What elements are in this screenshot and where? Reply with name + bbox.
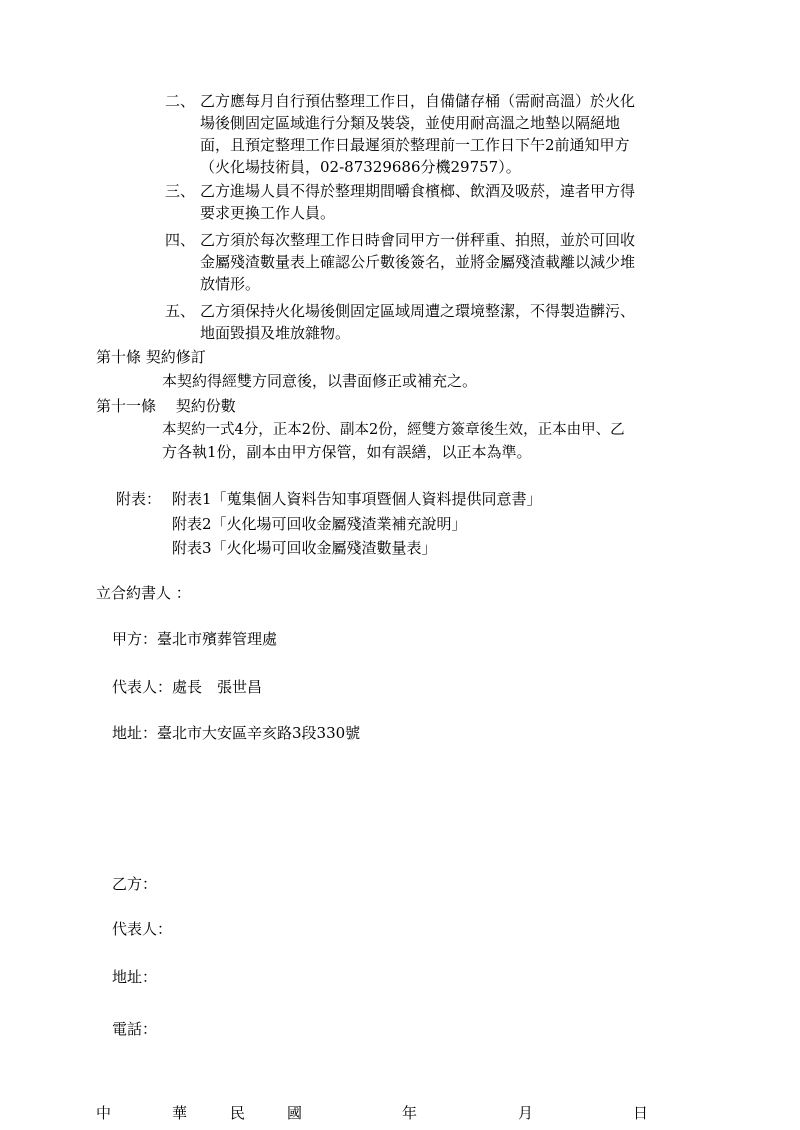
attachment-item-2: 附表2「火化場可回收金屬殘渣業補充說明」 [172, 515, 467, 533]
clause-5-line-2: 地面毀損及堆放雜物。 [200, 324, 351, 342]
date-line [0, 1102, 800, 1126]
date-year: 年 [402, 1104, 418, 1122]
date-char-3: 民 [230, 1104, 246, 1122]
attachments-label: 附表： [116, 490, 162, 508]
article-10-heading: 第十條 契約修訂 [96, 348, 206, 366]
clause-2-line-4: （火化場技術員，02-87329686分機29757）。 [200, 158, 521, 176]
clause-4-line-2: 金屬殘渣數量表上確認公斤數後簽名，並將金屬殘渣載離以減少堆 [200, 253, 636, 271]
party-b-representative: 代表人： [112, 920, 173, 938]
clause-2-line-2: 場後側固定區域進行分類及裝袋，並使用耐高溫之地墊以隔絕地 [200, 114, 621, 132]
clause-3-number: 三、 [165, 182, 196, 200]
clause-4-number: 四、 [165, 231, 196, 249]
article-11-line-2: 方各執1份，副本由甲方保管，如有誤繕，以正本為準。 [162, 443, 532, 461]
party-b-phone: 電話： [112, 1020, 158, 1038]
article-11-line-1: 本契約一式4分，正本2份、副本2份，經雙方簽章後生效，正本由甲、乙 [162, 422, 625, 438]
attachment-item-1: 附表1「蒐集個人資料告知事項暨個人資料提供同意書」 [172, 490, 542, 508]
clause-2-line-3: 面，且預定整理工作日最遲須於整理前一工作日下午2前通知甲方 [200, 136, 630, 154]
date-month: 月 [518, 1104, 534, 1122]
date-char-2: 華 [172, 1104, 188, 1122]
party-a-name: 甲方：臺北市殯葬管理處 [112, 630, 278, 648]
clause-5-number: 五、 [165, 302, 196, 320]
article-11-heading: 第十一條 契約份數 [96, 397, 236, 415]
clause-3-line-1: 乙方進場人員不得於整理期間嚼食檳榔、飲酒及吸菸，違者甲方得 [200, 182, 636, 200]
clause-5-line-1: 乙方須保持火化場後側固定區域周遭之環境整潔，不得製造髒污、 [200, 302, 636, 320]
clause-2-number: 二、 [165, 92, 196, 110]
clause-3-line-2: 要求更換工作人員。 [200, 204, 336, 222]
article-10-body: 本契約得經雙方同意後，以書面修正或補充之。 [162, 372, 478, 390]
clause-4-line-1: 乙方須於每次整理工作日時會同甲方一併秤重、拍照，並於可回收 [200, 231, 636, 249]
date-char-4: 國 [287, 1104, 303, 1122]
clause-2-line-1: 乙方應每月自行預估整理工作日，自備儲存桶（需耐高溫）於火化 [200, 92, 636, 110]
clause-4-line-3: 放情形。 [200, 275, 261, 293]
date-day: 日 [633, 1104, 649, 1122]
party-a-address: 地址：臺北市大安區辛亥路3段330號 [112, 724, 361, 742]
party-b-address: 地址： [112, 968, 158, 986]
date-char-1: 中 [96, 1104, 112, 1122]
party-b-name: 乙方： [112, 875, 158, 893]
signatories-title: 立合約書人 ： [96, 584, 191, 602]
party-a-representative: 代表人：處長 張世昌 [112, 678, 263, 696]
attachment-item-3: 附表3「火化場可回收金屬殘渣數量表」 [172, 539, 437, 557]
